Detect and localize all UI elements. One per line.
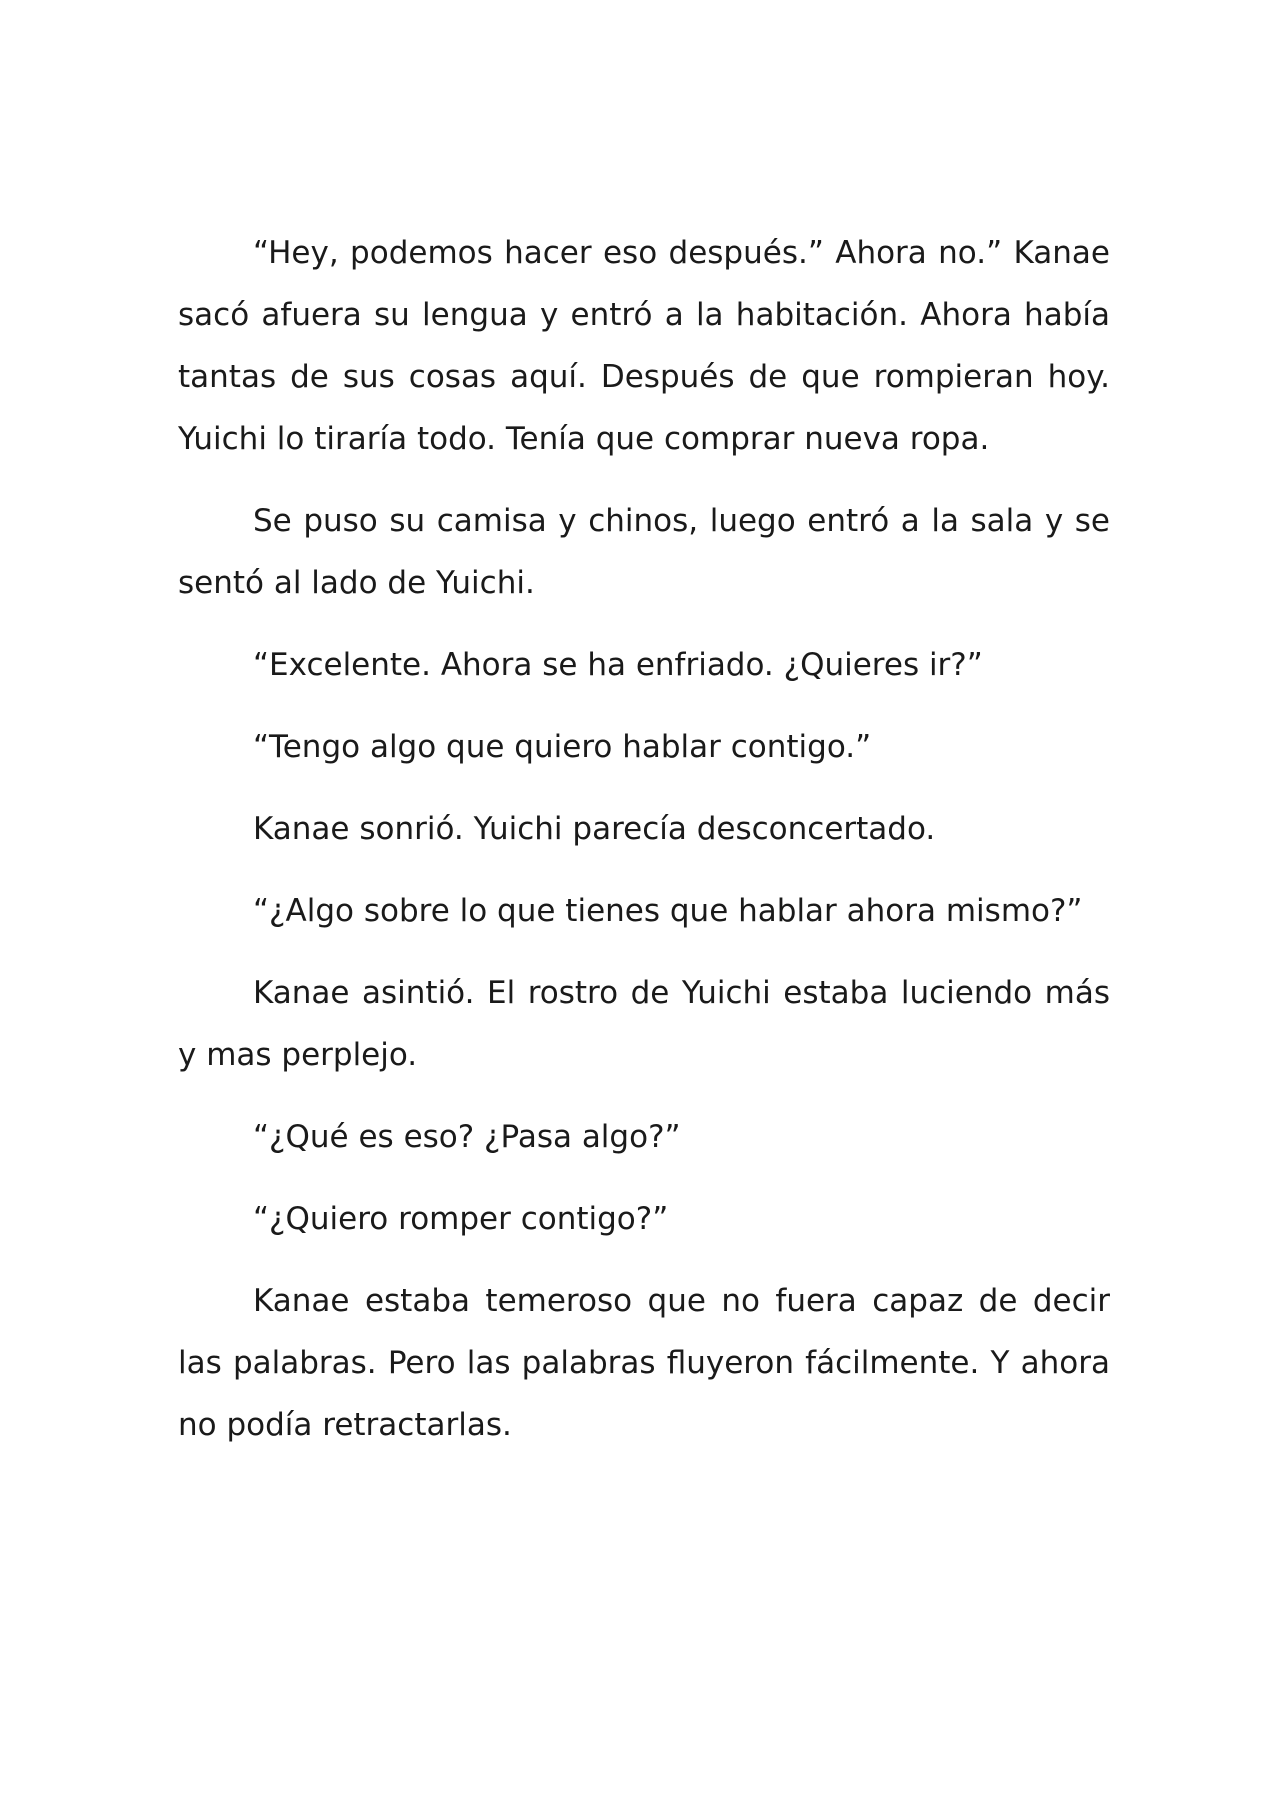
paragraph: “¿Qué es eso? ¿Pasa algo?” <box>253 1119 681 1155</box>
paragraph: Kanae estaba temeroso que no fuera capaz de decir las palabras. Pero las palabras fluyeron fácilmente. Y ahora no podía retractarlas. <box>178 1283 1110 1443</box>
paragraph: “¿Algo sobre lo que tienes que hablar ahora mismo?” <box>253 893 1083 929</box>
paragraph: “¿Quiero romper contigo?” <box>253 1201 669 1237</box>
paragraph: Kanae asintió. El rostro de Yuichi estaba luciendo más y mas perplejo. <box>178 975 1110 1073</box>
page-body-text <box>178 222 1110 1476</box>
paragraph: “Hey, podemos hacer eso después.” Ahora no.” Kanae sacó afuera su lengua y entró a la habitación. Ahora había tantas de sus cosas aquí. Después de que rompieran hoy. Yuichi lo tiraría todo. Tenía que comprar nueva ropa. <box>178 235 1110 457</box>
paragraph: “Excelente. Ahora se ha enfriado. ¿Quieres ir?” <box>253 647 983 683</box>
paragraph: “Tengo algo que quiero hablar contigo.” <box>253 729 872 765</box>
paragraph: Kanae sonrió. Yuichi parecía desconcertado. <box>253 811 936 847</box>
paragraph: Se puso su camisa y chinos, luego entró a la sala y se sentó al lado de Yuichi. <box>178 503 1110 601</box>
